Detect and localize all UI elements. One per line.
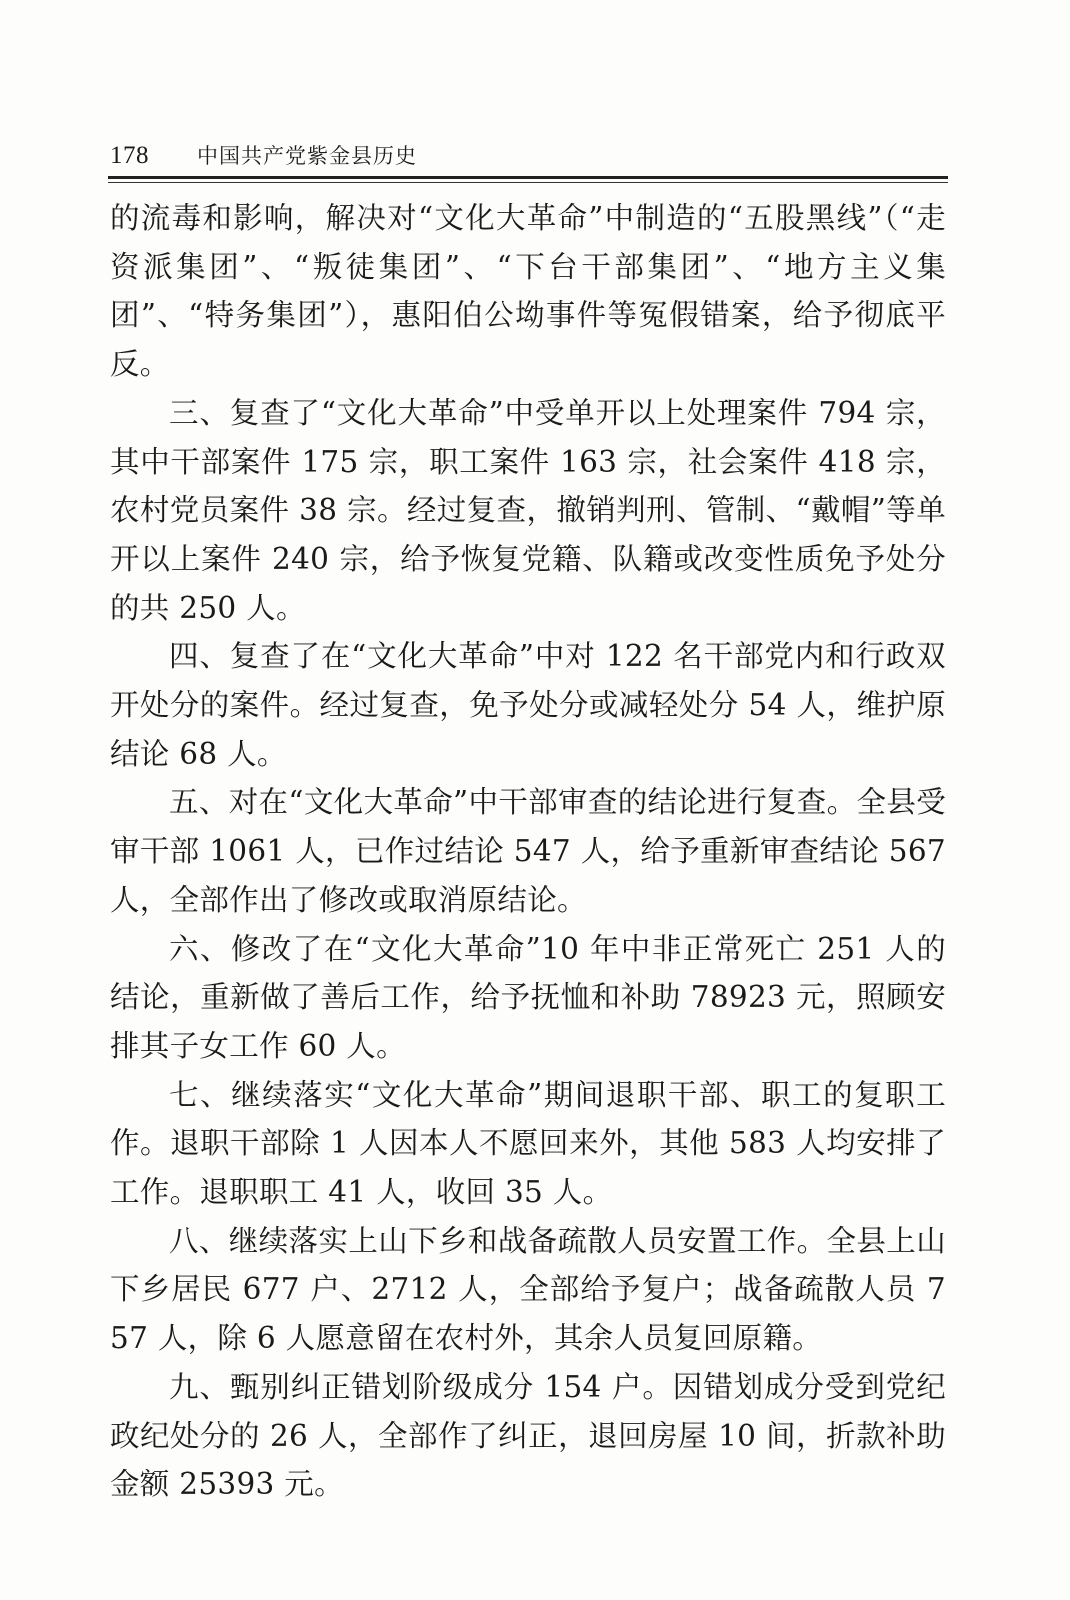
paragraph-item-5: 五、对在“文化大革命”中干部审查的结论进行复查。全县受审干部 1061 人，已作过结论 547 人，给予重新审查结论 567 人，全部作出了修改或取消原结论。: [110, 785, 946, 917]
header-rule-thick: [108, 176, 948, 179]
paragraph-item-4: 四、复查了在“文化大革命”中对 122 名干部党内和行政双开处分的案件。经过复查，免予处分或减轻处分 54 人，维护原结论 68 人。: [110, 639, 946, 771]
header-rule-thin: [108, 182, 948, 183]
paragraph-item-6: 六、修改了在“文化大革命”10 年中非正常死亡 251 人的结论，重新做了善后工作，给予抚恤和补助 78923 元，照顾安排其子女工作 60 人。: [110, 931, 946, 1063]
paragraph-item-8: 八、继续落实上山下乡和战备疏散人员安置工作。全县上山下乡居民 677 户、2712 人，全部给予复户；战备疏散人员 757 人，除 6 人愿意留在农村外，其余人员复回原籍。: [110, 1223, 946, 1356]
book-title: 中国共产党紫金县历史: [197, 144, 417, 168]
body-text: [110, 194, 946, 1509]
paragraph-item-9: 九、甄别纠正错划阶级成分 154 户。因错划成分受到党纪政纪处分的 26 人，全部作了纠正，退回房屋 10 间，折款补助金额 25393 元。: [110, 1369, 946, 1502]
running-head: [110, 136, 950, 170]
paragraph-item-7: 七、继续落实“文化大革命”期间退职干部、职工的复职工作。退职干部除 1 人因本人不愿回来外，其他 583 人均安排了工作。退职职工 41 人，收回 35 人。: [110, 1077, 946, 1210]
paragraph-continuation: 的流毒和影响，解决对“文化大革命”中制造的“五股黑线”（“走资派集团”、“叛徒集团”、“下台干部集团”、“地方主义集团”、“特务集团”），惠阳伯公坳事件等冤假错案，给予彻底平反。: [110, 201, 946, 382]
paragraph-item-3: 三、复查了“文化大革命”中受单开以上处理案件 794 宗，其中干部案件 175 宗，职工案件 163 宗，社会案件 418 宗，农村党员案件 38 宗。经过复查，撤销判刑、管制、“戴帽”等单开以上案件 240 宗，给予恢复党籍、队籍或改变性质免予处分的共 250 人。: [110, 395, 946, 625]
page-number: 178: [110, 142, 149, 169]
